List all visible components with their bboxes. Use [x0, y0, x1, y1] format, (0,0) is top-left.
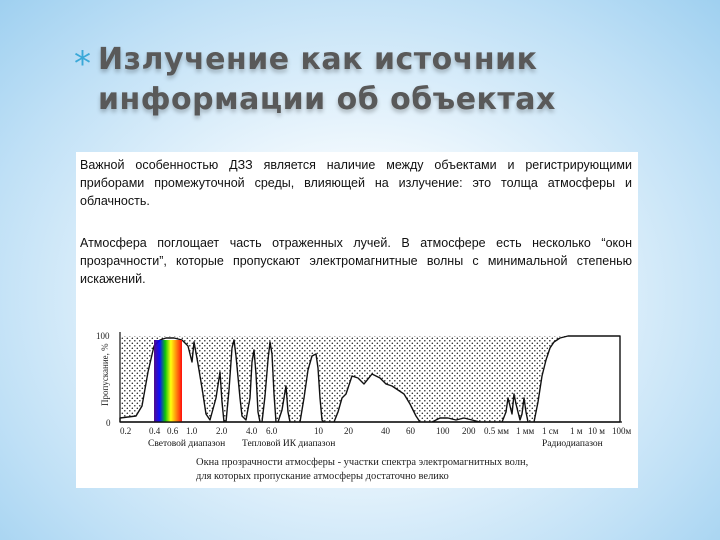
y-tick-0: 0: [106, 418, 111, 428]
x-tick: 40: [381, 426, 390, 436]
x-tick: 1 см: [542, 426, 559, 436]
x-tick: 100м: [612, 426, 632, 436]
x-tick: 1.0: [186, 426, 198, 436]
x-tick: 0.2: [120, 426, 132, 436]
x-tick: 4.0: [246, 426, 258, 436]
title-bullet: *: [74, 44, 91, 84]
x-tick: 10: [314, 426, 323, 436]
caption-line-1: Окна прозрачности атмосферы - участки спектра электромагнитных волн,: [196, 457, 529, 468]
title-line-2: информации об объектах: [98, 82, 556, 117]
y-axis-label: Пропускание, %: [100, 343, 110, 406]
range-label-thermal-ir: Тепловой ИК диапазон: [242, 439, 336, 449]
range-label-visible: Световой диапазон: [148, 439, 226, 449]
y-tick-100: 100: [96, 331, 110, 341]
x-tick: 100: [436, 426, 450, 436]
x-tick: 200: [462, 426, 476, 436]
x-tick: 1 мм: [516, 426, 535, 436]
figure-caption: [196, 456, 616, 484]
x-tick: 2.0: [216, 426, 228, 436]
transmission-figure: [76, 302, 638, 462]
x-tick: 10 м: [588, 426, 605, 436]
visible-band: [154, 340, 182, 422]
x-tick-labels: [120, 426, 632, 436]
paragraph-1: Важной особенностью ДЗЗ является наличие между объектами и регистрирующими приборами промежуточной среды, влияющей на излучение: это толща атмосферы и облачность.: [80, 158, 632, 208]
x-tick: 0.6: [167, 426, 179, 436]
x-tick: 20: [344, 426, 353, 436]
caption-line-2: для которых пропускание атмосферы достаточно велико: [196, 471, 449, 482]
x-tick: 6.0: [266, 426, 278, 436]
content-card: [76, 152, 638, 488]
title-line-1: Излучение как источник: [98, 42, 538, 77]
x-tick: 0.4: [149, 426, 161, 436]
x-tick: 60: [406, 426, 415, 436]
paragraph-2: Атмосфера поглощает часть отраженных лучей. В атмосфере есть несколько “окон прозрачности”, которые пропускают электромагнитные волны с минимальной степенью искажений.: [80, 236, 632, 286]
slide-title: [98, 40, 678, 120]
x-tick: 1 м: [570, 426, 583, 436]
x-tick: 0.5 мм: [484, 426, 509, 436]
range-label-radio: Радиодиапазон: [542, 439, 603, 449]
